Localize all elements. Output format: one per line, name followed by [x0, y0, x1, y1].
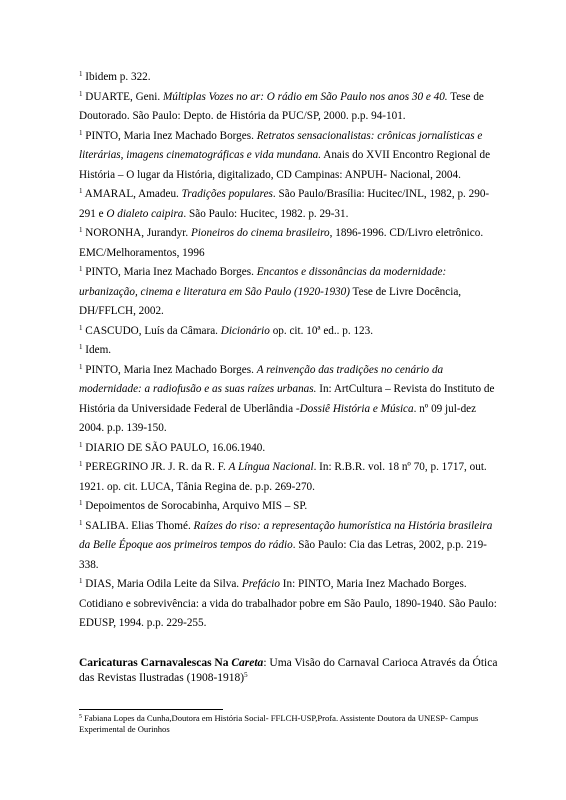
- footnote-text: Fabiana Lopes da Cunha,Doutora em História Social- FFLCH-USP,Profa. Assistente Doutora da UNESP- Campus Experimental de Ourinhos: [79, 713, 479, 734]
- endnote: [79, 185, 499, 224]
- endnote-mark: 1: [79, 460, 83, 468]
- endnote-text: . São Paulo: Hucitec, 1982. p. 29-31.: [183, 207, 349, 220]
- endnote-text: PINTO, Maria Inez Machado Borges.: [82, 129, 257, 142]
- endnote-mark: 1: [79, 577, 83, 585]
- endnote-text: PEREGRINO JR. J. R. da R. F.: [82, 461, 229, 473]
- footnote-mark: 5: [79, 714, 82, 720]
- endnote-text: Anais do XVII Encontro Regional de História – O lugar da História, digitalizado, CD Campinas: ANPUH- Nacional, 2004.: [79, 149, 491, 181]
- endnote-text: DIARIO DE SÃO PAULO, 16.06.1940.: [82, 441, 266, 454]
- endnote: [79, 517, 499, 576]
- endnote-italic-text: Pioneiros do cinema brasileiro: [190, 227, 330, 239]
- endnote-mark: 1: [79, 323, 83, 332]
- endnote-text: . In: R.B.R. vol. 18 nº 70, p. 1717, out. 1921. op. cit. LUCA, Tânia Regina de. p.p. 269-270.: [79, 461, 487, 493]
- title-footnote-mark: 5: [244, 671, 248, 679]
- endnote-mark: 1: [79, 440, 83, 449]
- endnote: [79, 497, 499, 517]
- endnote: [79, 341, 499, 361]
- endnote-text: Tese de Doutorado. São Paulo: Depto. de História da PUC/SP, 2000. p.p. 94-101.: [79, 90, 484, 122]
- endnote-italic-text: Prefácio: [241, 578, 280, 590]
- endnote-text: . São Paulo: Cia das Letras, 2002, p.p. 219-338.: [79, 539, 487, 571]
- endnote-text: . nº 09 jul-dez 2004. p.p. 139-150.: [79, 402, 477, 434]
- endnote-text: SALIBA. Elias Thomé.: [82, 519, 194, 532]
- endnote: [79, 224, 499, 263]
- endnote-text: PINTO, Maria Inez Machado Borges.: [82, 266, 257, 278]
- endnote: [79, 88, 499, 127]
- endnote-text: DIAS, Maria Odila Leite da Silva.: [82, 578, 242, 590]
- endnote-italic-text: A Língua Nacional: [228, 461, 314, 473]
- endnote-text: CASCUDO, Luís da Câmara.: [82, 324, 221, 337]
- endnote-text: Ibidem p. 322.: [82, 71, 151, 83]
- endnote-mark: 1: [79, 89, 83, 98]
- endnote-mark: 1: [79, 499, 83, 507]
- endnote-italic-text: Dossiê História e Música: [299, 402, 414, 415]
- endnote-italic-text: Tradições populares: [181, 188, 273, 200]
- endnote-italic-text: A reinvenção das tradições no cenário da modernidade: a radiofusão e as suas raízes urbanas.: [79, 363, 444, 395]
- endnotes-list: [79, 68, 499, 634]
- title-bold: Caricaturas Carnavalescas Na: [79, 657, 232, 669]
- title-rest: : Uma Visão do Carnaval Carioca Através da Ótica das Revistas Ilustradas (1908-1918): [79, 657, 498, 684]
- endnote-text: , 1896-1996. CD/Livro eletrônico. EMC/Melhoramentos, 1996: [79, 227, 484, 259]
- endnote: [79, 127, 499, 186]
- endnote-text: op. cit. 10ª ed.. p. 123.: [269, 324, 374, 337]
- endnote-text: Idem.: [82, 344, 112, 356]
- endnote-text: AMARAL, Amadeu.: [82, 188, 182, 200]
- endnote-mark: 1: [79, 70, 83, 78]
- endnote: [79, 575, 499, 634]
- endnote-text: DUARTE, Geni.: [82, 90, 163, 103]
- endnote: [79, 322, 499, 342]
- endnote-mark: 1: [79, 265, 83, 273]
- endnote-italic-text: O dialeto caipira: [106, 207, 184, 220]
- endnote: [79, 68, 499, 88]
- endnote: [79, 439, 499, 459]
- endnote-text: Tese de Livre Docência, DH/FFLCH, 2002.: [79, 285, 462, 317]
- article-title: [79, 656, 499, 686]
- endnote: [79, 263, 499, 322]
- endnote-italic-text: Raízes do riso: a representação humorística na História brasileira da Belle Époque aos primeiros tempos do rádio: [79, 519, 493, 551]
- endnote-text: NORONHA, Jurandyr.: [82, 227, 191, 239]
- endnote-text: In: PINTO, Maria Inez Machado Borges. Cotidiano e sobrevivência: a vida do trabalhador pobre em São Paulo, 1890-1940. São Paulo: EDUSP, 1994. p.p. 229-255.: [79, 578, 497, 629]
- endnote-italic-text: Encantos e dissonâncias da modernidade: urbanização, cinema e literatura em São Paulo (1920-1930): [79, 266, 447, 298]
- footnote: [79, 713, 499, 735]
- title-bold-italic: Careta: [231, 657, 264, 669]
- footnote-separator: [79, 709, 223, 710]
- endnote-text: PINTO, Maria Inez Machado Borges.: [82, 363, 257, 376]
- endnote-italic-text: Múltiplas Vozes no ar: O rádio em São Paulo nos anos 30 e 40.: [162, 90, 448, 103]
- endnote-italic-text: Dicionário: [220, 324, 270, 337]
- endnote-mark: 1: [79, 226, 83, 234]
- endnote-mark: 1: [79, 518, 83, 527]
- endnote-mark: 1: [79, 187, 83, 195]
- endnote-text: In: ArtCultura – Revista do Instituto de História da Universidade Federal de Uberlândia -: [79, 383, 495, 415]
- endnote-text: . São Paulo/Brasília: Hucitec/INL, 1982, p. 290-291 e: [79, 188, 490, 220]
- endnote-italic-text: Retratos sensacionalistas: crônicas jornalísticas e literárias, imagens cinematográficas e vida mundana.: [79, 129, 483, 161]
- endnote-text: Depoimentos de Sorocabinha, Arquivo MIS – SP.: [82, 500, 308, 512]
- endnote-mark: 1: [79, 362, 83, 371]
- endnote: [79, 458, 499, 497]
- endnote-mark: 1: [79, 343, 83, 351]
- endnote-mark: 1: [79, 128, 83, 137]
- endnote: [79, 361, 499, 439]
